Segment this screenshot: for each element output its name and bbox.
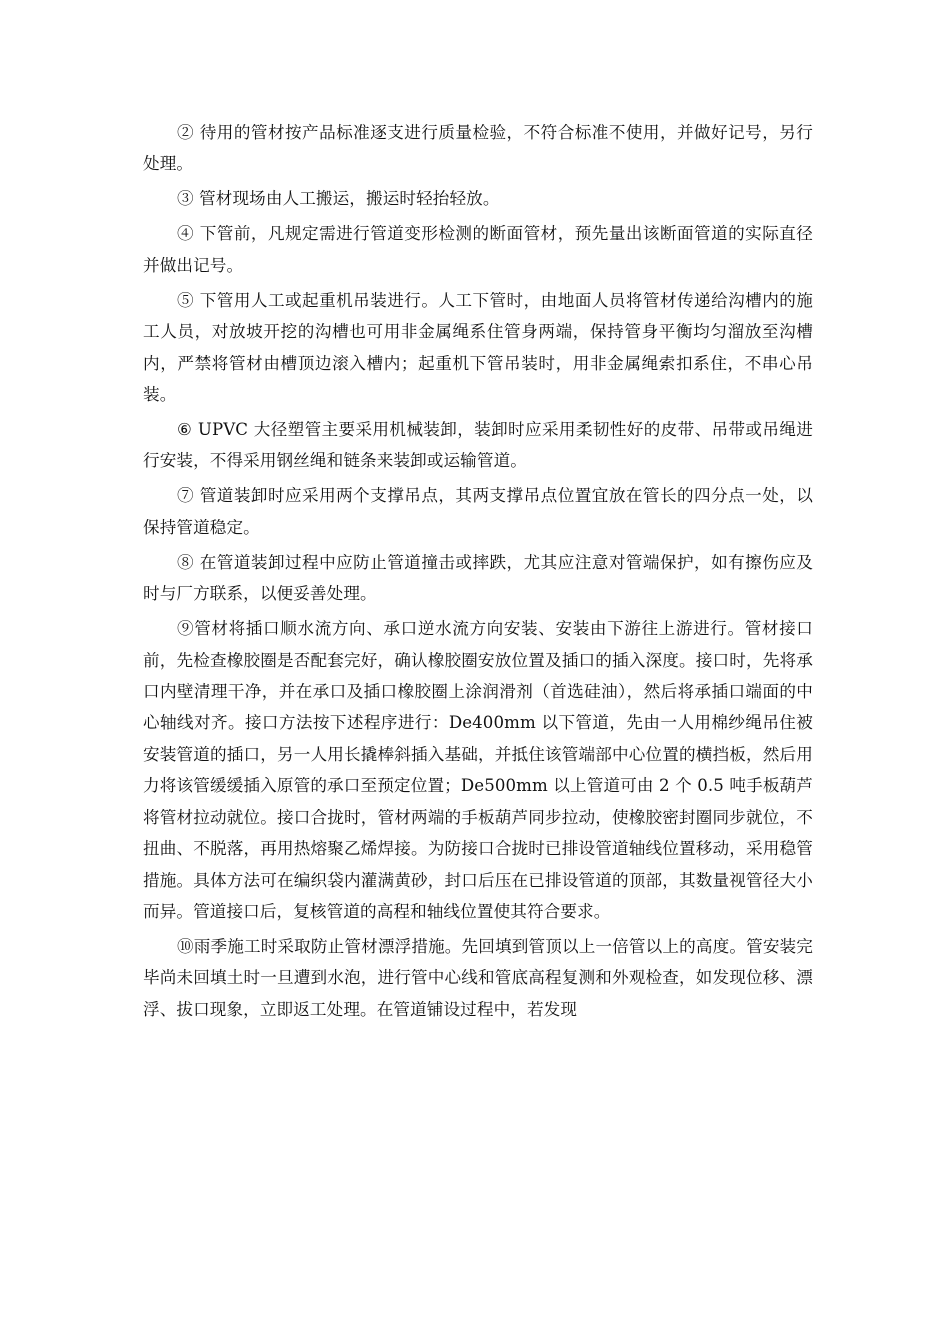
paragraph-item-9: ⑨管材将插口顺水流方向、承口逆水流方向安装、安装由下游往上游进行。管材接口前，先检查橡胶圈是否配套完好，确认橡胶圈安放位置及插口的插入深度。接口时，先将承口内壁清理干净，并在承口及插口橡胶圈上涂润滑剂（首选硅油），然后将承插口端面的中心轴线对齐。接口方法按下述程序进行：De400mm 以下管道，先由一人用棉纱绳吊住被安装管道的插口，另一人用长撬棒斜插入基础，并抵住该管端部中心位置的横挡板，然后用力将该管缓缓插入原管的承口至预定位置；De500mm 以上管道可由 2 个 0.5 吨手板葫芦将管材拉动就位。接口合拢时，管材两端的手板葫芦同步拉动，使橡胶密封圈同步就位，不扭曲、不脱落，再用热熔聚乙烯焊接。为防接口合拢时已排设管道轴线位置移动，采用稳管措施。具体方法可在编织袋内灌满黄砂，封口后压在已排设管道的顶部，其数量视管径大小而异。管道接口后，复核管道的高程和轴线位置使其符合要求。 bbox=[143, 619, 813, 921]
paragraph-item-3: ③ 管材现场由人工搬运，搬运时轻抬轻放。 bbox=[177, 189, 500, 209]
paragraph-item-5: ⑤ 下管用人工或起重机吊装进行。人工下管时，由地面人员将管材传递给沟槽内的施工人员，对放坡开挖的沟槽也可用非金属绳系住管身两端，保持管身平衡均匀溜放至沟槽内，严禁将管材由槽顶边滚入槽内；起重机下管吊装时，用非金属绳索扣系住，不串心吊装。 bbox=[143, 290, 813, 405]
document-body bbox=[143, 117, 813, 1029]
paragraph-item-7: ⑦ 管道装卸时应采用两个支撑吊点，其两支撑吊点位置宜放在管长的四分点一处，以保持管道稳定。 bbox=[143, 486, 813, 537]
paragraph-item-10: ⑩雨季施工时采取防止管材漂浮措施。先回填到管顶以上一倍管以上的高度。管安装完毕尚未回填土时一旦遭到水泡，进行管中心线和管底高程复测和外观检查，如发现位移、漂浮、拔口现象，立即返工处理。在管道铺设过程中，若发现 bbox=[143, 936, 813, 1019]
paragraph-item-6: ⑥ UPVC 大径塑管主要采用机械装卸，装卸时应采用柔韧性好的皮带、吊带或吊绳进行安装，不得采用钢丝绳和链条来装卸或运输管道。 bbox=[143, 420, 813, 471]
paragraph-item-4: ④ 下管前，凡规定需进行管道变形检测的断面管材，预先量出该断面管道的实际直径并做出记号。 bbox=[143, 224, 813, 275]
paragraph-item-2: ② 待用的管材按产品标准逐支进行质量检验，不符合标准不使用，并做好记号，另行处理。 bbox=[143, 123, 813, 174]
paragraph-item-8: ⑧ 在管道装卸过程中应防止管道撞击或摔跌，尤其应注意对管端保护，如有擦伤应及时与厂方联系，以便妥善处理。 bbox=[143, 552, 813, 604]
